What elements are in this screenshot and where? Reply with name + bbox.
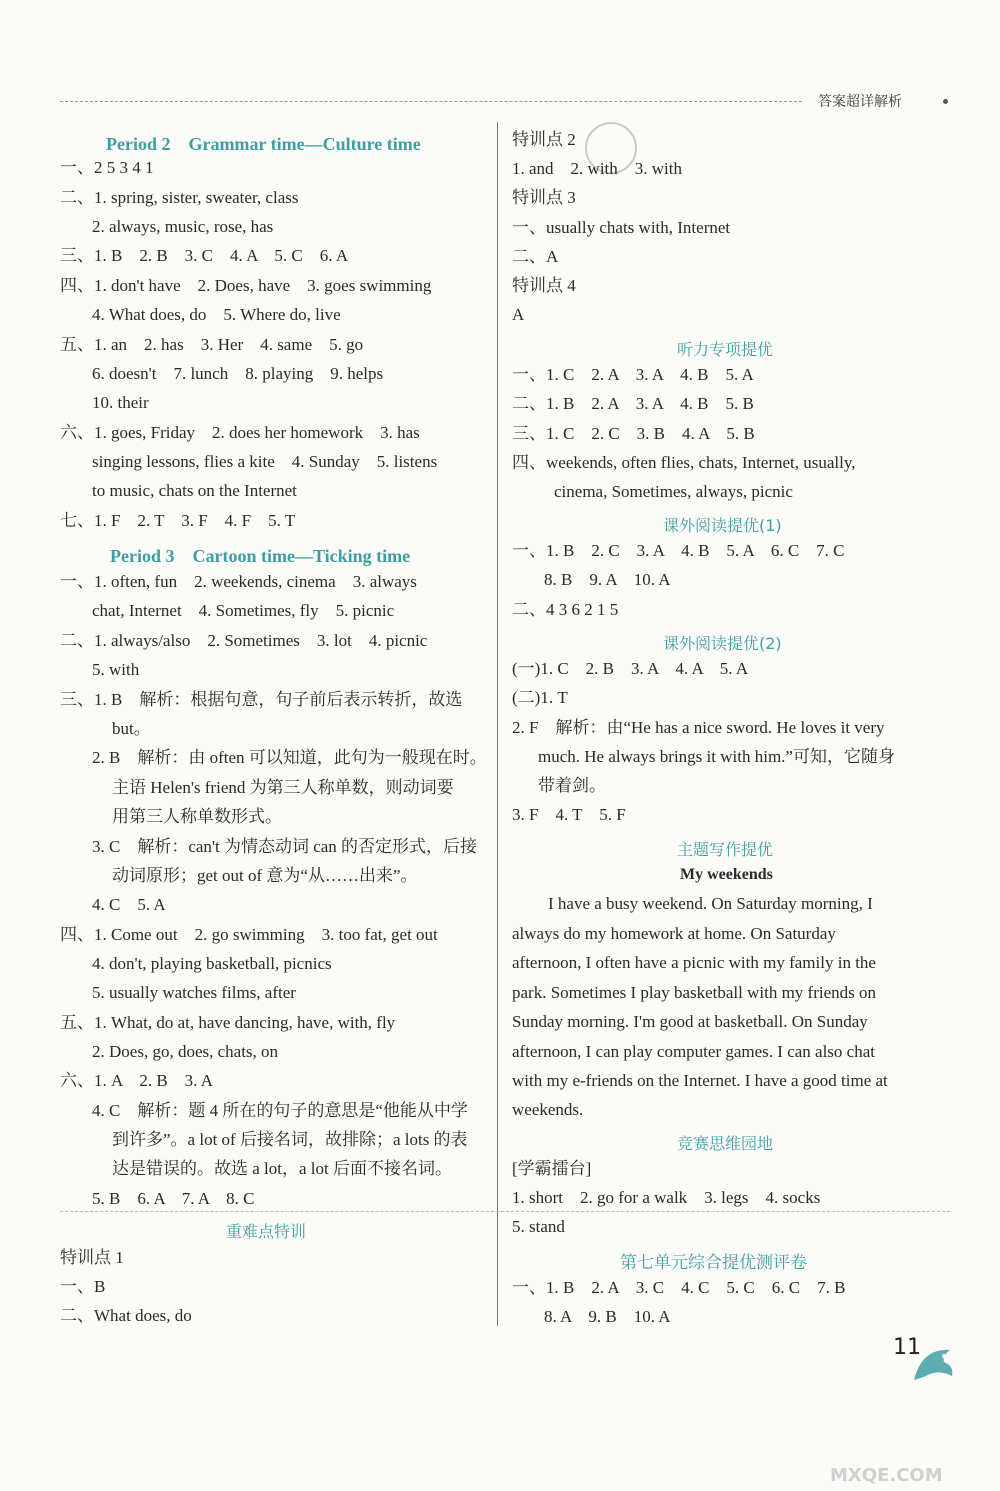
answer-line: 六、1. A 2. B 3. A — [60, 1071, 214, 1090]
listening-title: 听力专项提优 — [677, 340, 774, 359]
answer-line: 带着剑。 — [538, 776, 606, 795]
answer-line: 二、1. B 2. A 3. A 4. B 5. B — [512, 394, 754, 413]
essay-title: My weekends — [680, 866, 773, 883]
answer-line: 一、1. often, fun 2. weekends, cinema 3. always — [60, 572, 417, 591]
answer-line: 特训点 3 — [512, 188, 576, 207]
answer-line: 二、4 3 6 2 1 5 — [512, 600, 619, 619]
reading1-title: 课外阅读提优(1) — [663, 516, 782, 535]
column-divider — [497, 122, 498, 1326]
answer-line: but。 — [112, 719, 151, 738]
answer-line: 4. C 解析：题 4 所在的句子的意思是“他能从中学 — [92, 1101, 468, 1120]
answer-line: 二、1. always/also 2. Sometimes 3. lot 4. picnic — [60, 631, 428, 650]
answer-line: chat, Internet 4. Sometimes, fly 5. picnic — [92, 601, 395, 620]
unit-test-title: 第七单元综合提优测评卷 — [620, 1253, 807, 1273]
answer-line: 一、2 5 3 4 1 — [60, 158, 154, 177]
answer-line: 3. F 4. T 5. F — [512, 805, 626, 824]
answer-line: (二)1. T — [512, 688, 568, 707]
answer-line: 一、B — [60, 1277, 106, 1296]
answer-line: 动词原形；get out of 意为“从……出来”。 — [112, 866, 418, 885]
answer-line: 五、1. What, do at, have dancing, have, with, fly — [60, 1013, 396, 1032]
answer-line: 到许多”。a lot of 后接名词，故排除；a lots 的表 — [112, 1130, 468, 1149]
header-rule — [60, 101, 802, 102]
answer-line: 2. B 解析：由 often 可以知道，此句为一般现在时。 — [92, 748, 487, 767]
answer-line: 一、1. B 2. C 3. A 4. B 5. A 6. C 7. C — [512, 541, 845, 560]
answer-line: 特训点 1 — [60, 1248, 124, 1267]
answer-line: 5. usually watches films, after — [92, 983, 296, 1002]
answer-line: 一、usually chats with, Internet — [512, 218, 731, 237]
answer-line: 六、1. goes, Friday 2. does her homework 3. has — [60, 423, 420, 442]
answer-line: 四、1. Come out 2. go swimming 3. too fat, get out — [60, 925, 438, 944]
answer-line: 4. don't, playing basketball, picnics — [92, 954, 332, 973]
answer-line: 五、1. an 2. has 3. Her 4. same 5. go — [60, 335, 364, 354]
answer-line: 6. doesn't 7. lunch 8. playing 9. helps — [92, 364, 384, 383]
reading2-title: 课外阅读提优(2) — [663, 634, 782, 653]
answer-line: 10. their — [92, 393, 149, 412]
answer-line: 三、1. C 2. C 3. B 4. A 5. B — [512, 424, 755, 443]
essay-line: Sunday morning. I'm good at basketball. On Sunday — [512, 1012, 868, 1031]
answer-line: [学霸擂台] — [512, 1159, 592, 1178]
answer-line: 5. stand — [512, 1217, 565, 1236]
answer-line: 5. B 6. A 7. A 8. C — [92, 1189, 255, 1208]
essay-line: afternoon, I can play computer games. I can also chat — [512, 1042, 875, 1061]
answer-line: 二、What does, do — [60, 1306, 192, 1325]
essay-line: weekends. — [512, 1100, 584, 1119]
watermark: MXQE.COM — [830, 1465, 943, 1486]
header-dot-icon — [943, 99, 948, 104]
answer-line: 5. with — [92, 660, 140, 679]
answer-line: 特训点 4 — [512, 276, 576, 295]
answer-line: 2. always, music, rose, has — [92, 217, 274, 236]
answer-line: 七、1. F 2. T 3. F 4. F 5. T — [60, 511, 296, 530]
answer-line: 二、1. spring, sister, sweater, class — [60, 188, 299, 207]
answer-line: 三、1. B 解析：根据句意，句子前后表示转折，故选 — [60, 690, 463, 709]
answer-line: 特训点 2 — [512, 130, 576, 149]
answer-line: 8. A 9. B 10. A — [544, 1307, 671, 1326]
answer-line: much. He always brings it with him.”可知，它随身 — [538, 747, 895, 766]
answer-line: 2. Does, go, does, chats, on — [92, 1042, 279, 1061]
writing-title: 主题写作提优 — [677, 840, 774, 859]
answer-line: cinema, Sometimes, always, picnic — [554, 482, 793, 501]
key-points-title: 重难点特训 — [226, 1222, 307, 1241]
answer-line: 一、1. B 2. A 3. C 4. C 5. C 6. C 7. B — [512, 1278, 846, 1297]
answer-line: 4. C 5. A — [92, 895, 166, 914]
header-title: 答案超详解析 — [818, 94, 902, 110]
answer-line: to music, chats on the Internet — [92, 481, 297, 500]
essay-line: park. Sometimes I play basketball with my friends on — [512, 983, 877, 1002]
answer-line: 四、1. don't have 2. Does, have 3. goes swimming — [60, 276, 432, 295]
page-number: 11 — [893, 1335, 921, 1360]
answer-line: A — [512, 305, 525, 324]
essay-line: afternoon, I often have a picnic with my family in the — [512, 953, 876, 972]
dolphin-logo-icon — [908, 1340, 960, 1397]
answer-line: 达是错误的。故选 a lot，a lot 后面不接名词。 — [112, 1159, 452, 1178]
answer-line: (一)1. C 2. B 3. A 4. A 5. A — [512, 659, 749, 678]
period2-title: Period 2 Grammar time—Culture time — [106, 134, 421, 154]
answer-line: singing lessons, flies a kite 4. Sunday 5. listens — [92, 452, 438, 471]
essay-line: with my e-friends on the Internet. I have a good time at — [512, 1071, 888, 1090]
answer-line: 3. C 解析：can't 为情态动词 can 的否定形式，后接 — [92, 837, 478, 856]
answer-line: 2. F 解析：由“He has a nice sword. He loves it very — [512, 718, 885, 737]
period3-title: Period 3 Cartoon time—Ticking time — [110, 546, 411, 566]
answer-line: 主语 Helen's friend 为第三人称单数，则动词要 — [112, 778, 454, 797]
answer-line: 1. short 2. go for a walk 3. legs 4. socks — [512, 1188, 821, 1207]
answer-line: 二、A — [512, 247, 559, 266]
answer-line: 一、1. C 2. A 3. A 4. B 5. A — [512, 365, 754, 384]
essay-line: I have a busy weekend. On Saturday morning, I — [548, 894, 873, 913]
section-separator — [60, 1211, 950, 1212]
answer-line: 1. and 2. with 3. with — [512, 159, 682, 178]
answer-line: 8. B 9. A 10. A — [544, 570, 671, 589]
answer-line: 四、weekends, often flies, chats, Internet, usually, — [512, 453, 856, 472]
essay-line: always do my homework at home. On Saturday — [512, 924, 836, 943]
answer-line: 三、1. B 2. B 3. C 4. A 5. C 6. A — [60, 246, 349, 265]
answer-line: 4. What does, do 5. Where do, live — [92, 305, 341, 324]
competition-title: 竞赛思维园地 — [677, 1134, 774, 1153]
answer-line: 用第三人称单数形式。 — [112, 807, 282, 826]
